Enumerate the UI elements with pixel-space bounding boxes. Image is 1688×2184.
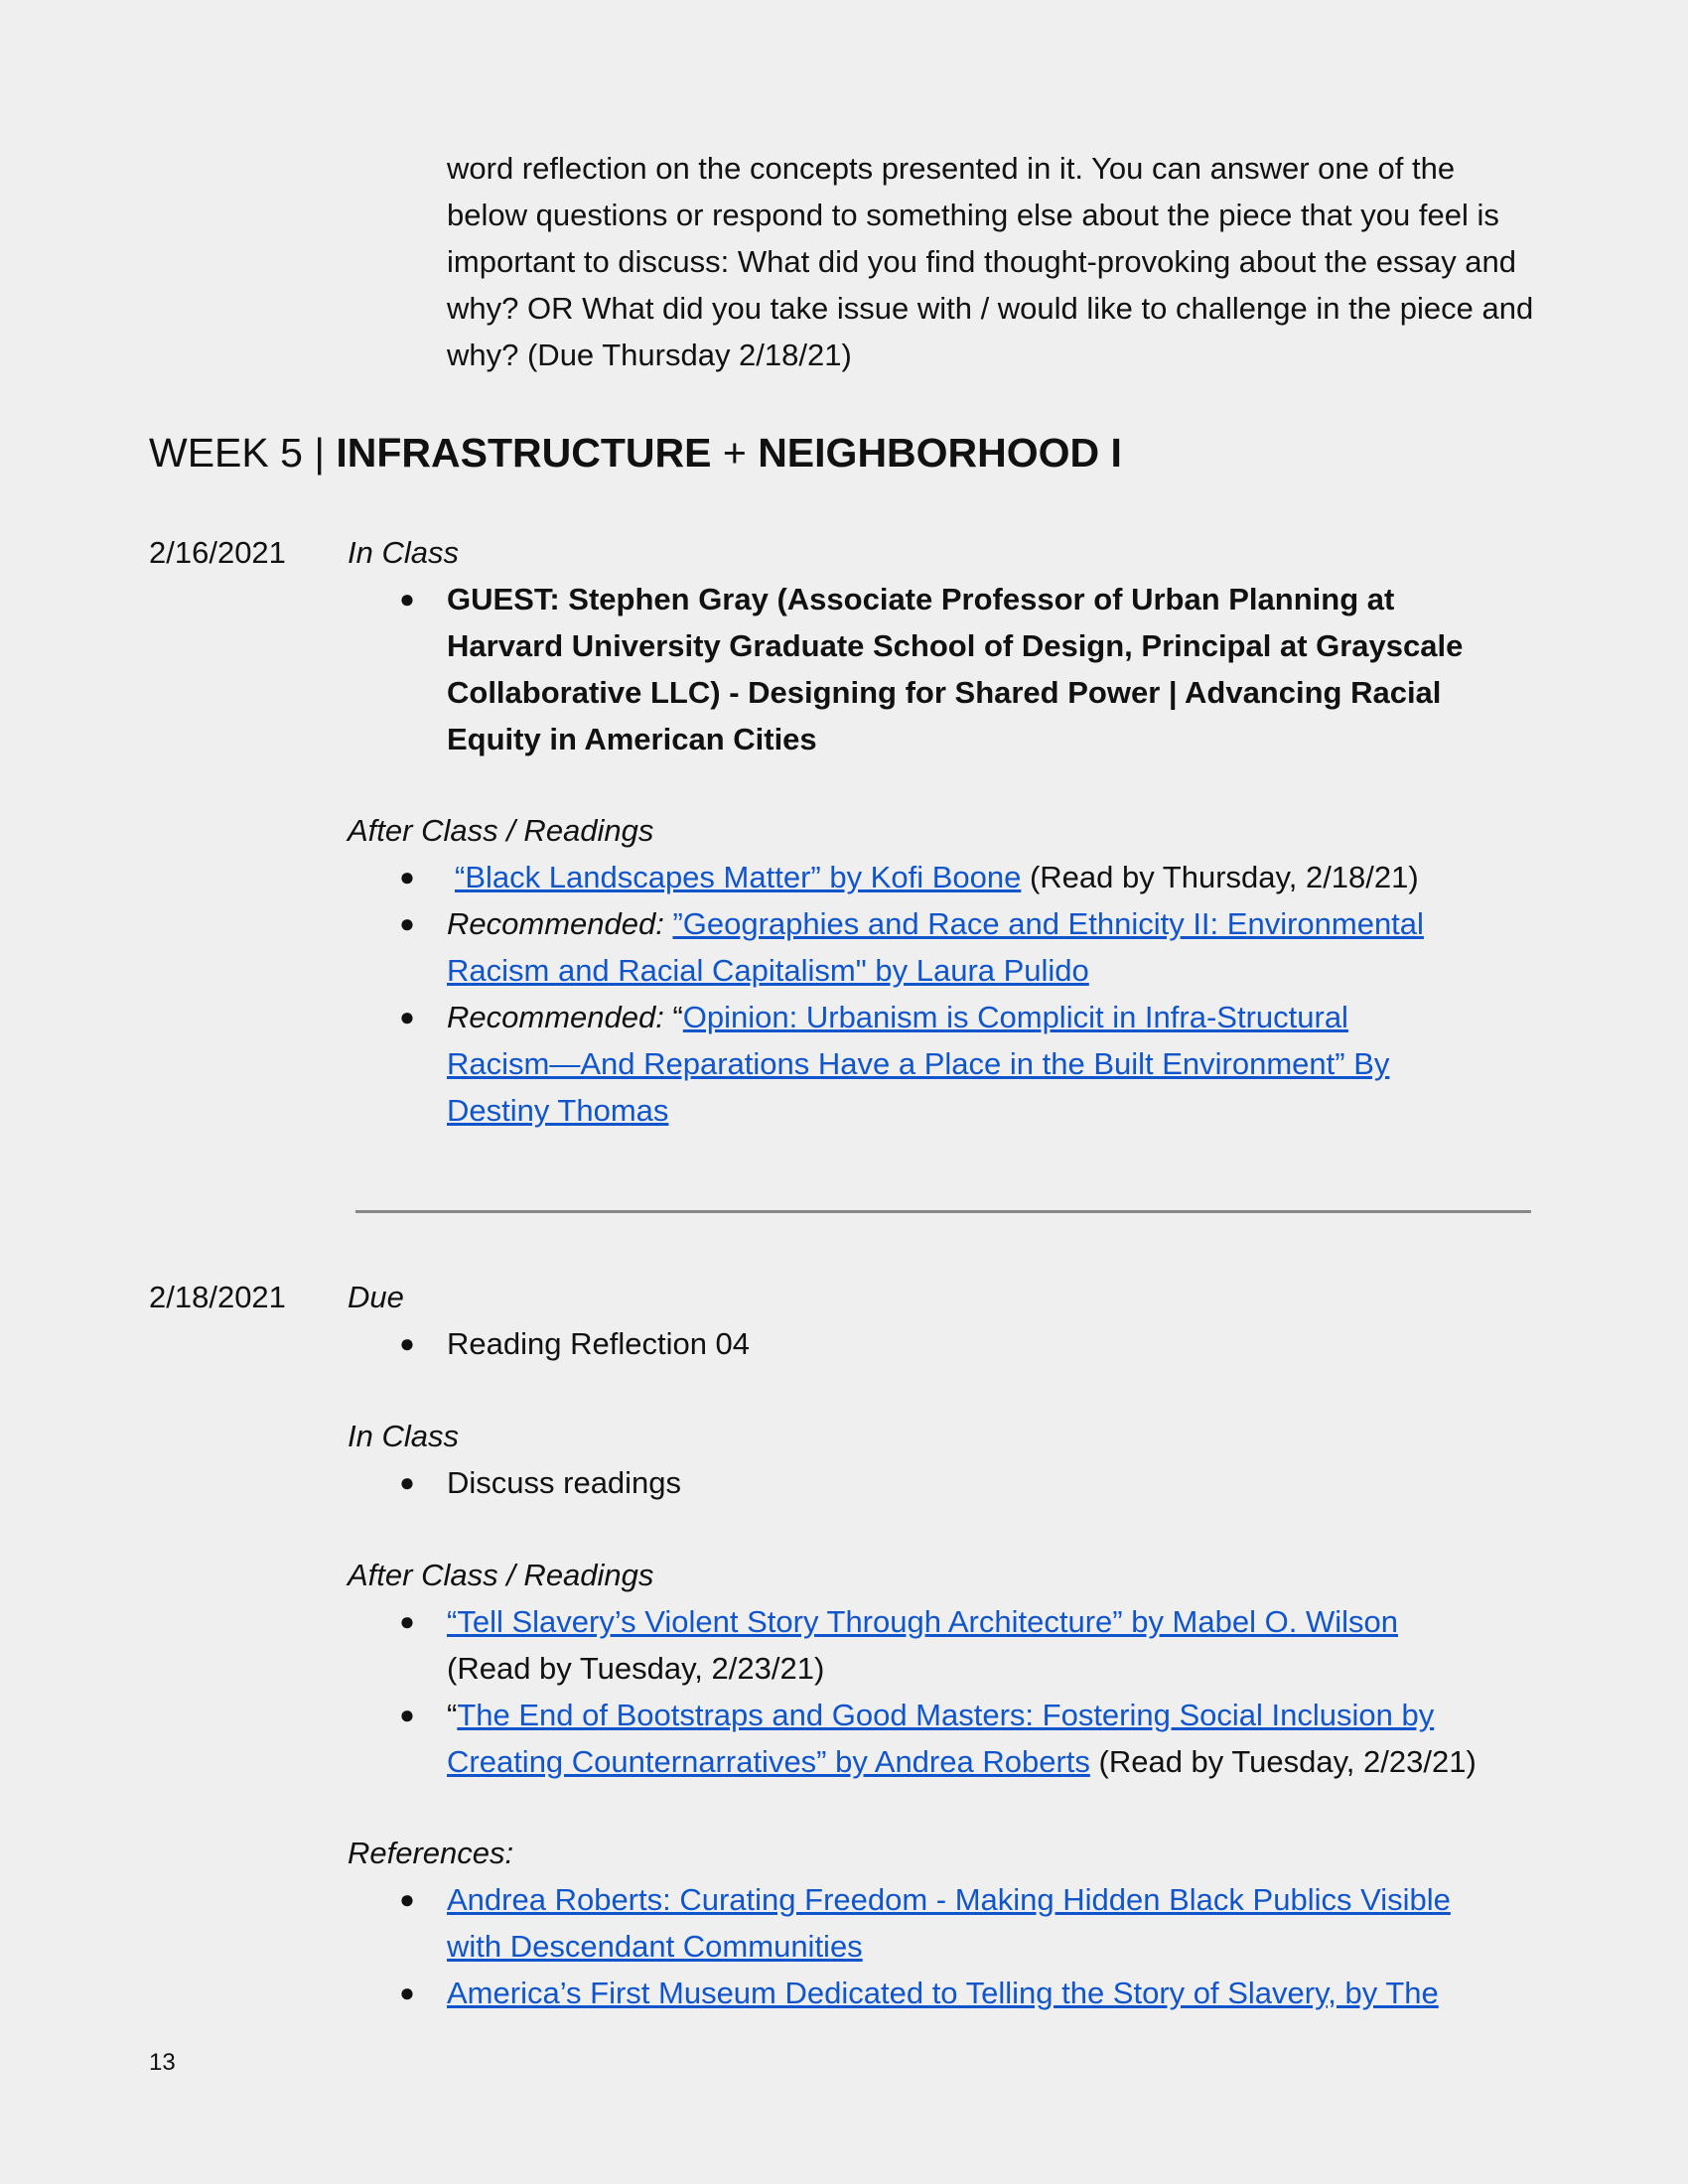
day2-in-class-section [348,1413,1539,1506]
reading-link-roberts[interactable]: The End of Bootstraps and Good Masters: Fostering Social Inclusion by Creating Counternarratives” by Andrea Roberts [447,1698,1435,1779]
after-class-label: After Class / Readings [348,813,654,848]
bullet-icon: ● [399,1467,415,1497]
after-class-label: After Class / Readings [348,1558,654,1592]
reading-link-wilson[interactable]: “Tell Slavery’s Violent Story Through Architecture” by Mabel O. Wilson [447,1604,1398,1639]
bullet-icon: ● [399,584,415,614]
day1-in-class-section [348,529,1539,762]
references-label: References: [348,1836,514,1870]
references-list [348,1876,1539,2016]
readings-list [348,1598,1539,1785]
reference-link-curating-freedom[interactable]: Andrea Roberts: Curating Freedom - Making Hidden Black Publics Visible with Descendant Communities [447,1882,1451,1964]
reading-link-pulido[interactable]: ”Geographies and Race and Ethnicity II: Environmental Racism and Racial Capitalism" by Laura Pulido [447,906,1424,988]
week-prefix: WEEK 5 | [149,430,337,476]
in-class-label: In Class [348,535,459,570]
list-item [348,1459,1539,1506]
in-class-list [348,576,1539,762]
in-class-label: In Class [348,1419,459,1453]
recommended-label: Recommended: [447,1000,673,1034]
assignment-description [447,145,1539,378]
day2-due-section [348,1274,1539,1367]
guest-speaker: GUEST: Stephen Gray (Associate Professor of Urban Planning at Harvard University Graduate School of Design, Principal at Grayscale Collaborative LLC) - Designing for Shared Power | Advancing Racial Equity in American Cities [447,582,1464,756]
week-heading [149,427,1122,478]
open-quote: “ [447,1698,458,1732]
day2-after-class-section [348,1552,1539,1785]
list-item [348,854,1539,900]
bullet-icon: ● [399,1978,415,2007]
list-item [348,1320,1539,1367]
bullet-icon: ● [399,1328,415,1358]
bullet-icon: ● [399,1700,415,1729]
bullet-icon: ● [399,1884,415,1914]
reading-note: (Read by Tuesday, 2/23/21) [1089,1744,1477,1779]
intro-paragraph: word reflection on the concepts presented in it. You can answer one of the below questions or respond to something else about the piece that you feel is important to discuss: What did you find thought-provoking about the essay and why? OR What did you take issue with / would like to challenge in the piece and why? (Due Thursday 2/18/21) [447,151,1534,372]
reference-link-slavery-museum[interactable]: America’s First Museum Dedicated to Telling the Story of Slavery, by The [447,1976,1439,2010]
due-label: Due [348,1280,404,1314]
list-item [348,1970,1539,2016]
in-class-list [348,1459,1539,1506]
in-class-item: Discuss readings [447,1465,682,1500]
list-item [348,576,1539,762]
date-day1: 2/16/2021 [149,535,286,570]
day1-after-class-section [348,807,1539,1134]
date-day2: 2/18/2021 [149,1280,286,1314]
bullet-icon: ● [399,1606,415,1636]
reading-link-thomas[interactable]: Opinion: Urbanism is Complicit in Infra-Structural Racism—And Reparations Have a Place in the Built Environment” By Destiny Thomas [447,1000,1390,1128]
week-title-neighborhood: NEIGHBORHOOD I [758,430,1122,476]
bullet-icon: ● [399,1002,415,1031]
reading-link-black-landscapes[interactable]: “Black Landscapes Matter” by Kofi Boone [455,860,1022,894]
list-item [348,900,1539,994]
reading-note: (Read by Thursday, 2/18/21) [1021,860,1419,894]
bullet-icon: ● [399,908,415,938]
list-item [348,994,1539,1134]
day2-references-section [348,1830,1539,2016]
week-plus: + [711,430,759,476]
list-item [348,1692,1539,1785]
due-list [348,1320,1539,1367]
readings-list [348,854,1539,1134]
due-item: Reading Reflection 04 [447,1326,751,1361]
list-item [348,1876,1539,1970]
bullet-icon: ● [399,862,415,891]
recommended-label: Recommended: [447,906,673,941]
reading-note: (Read by Tuesday, 2/23/21) [447,1651,825,1686]
open-quote: “ [672,1000,683,1034]
section-divider [355,1210,1531,1213]
week-title-infrastructure: INFRASTRUCTURE [336,430,712,476]
page-number: 13 [149,2049,176,2076]
list-item [348,1598,1539,1692]
